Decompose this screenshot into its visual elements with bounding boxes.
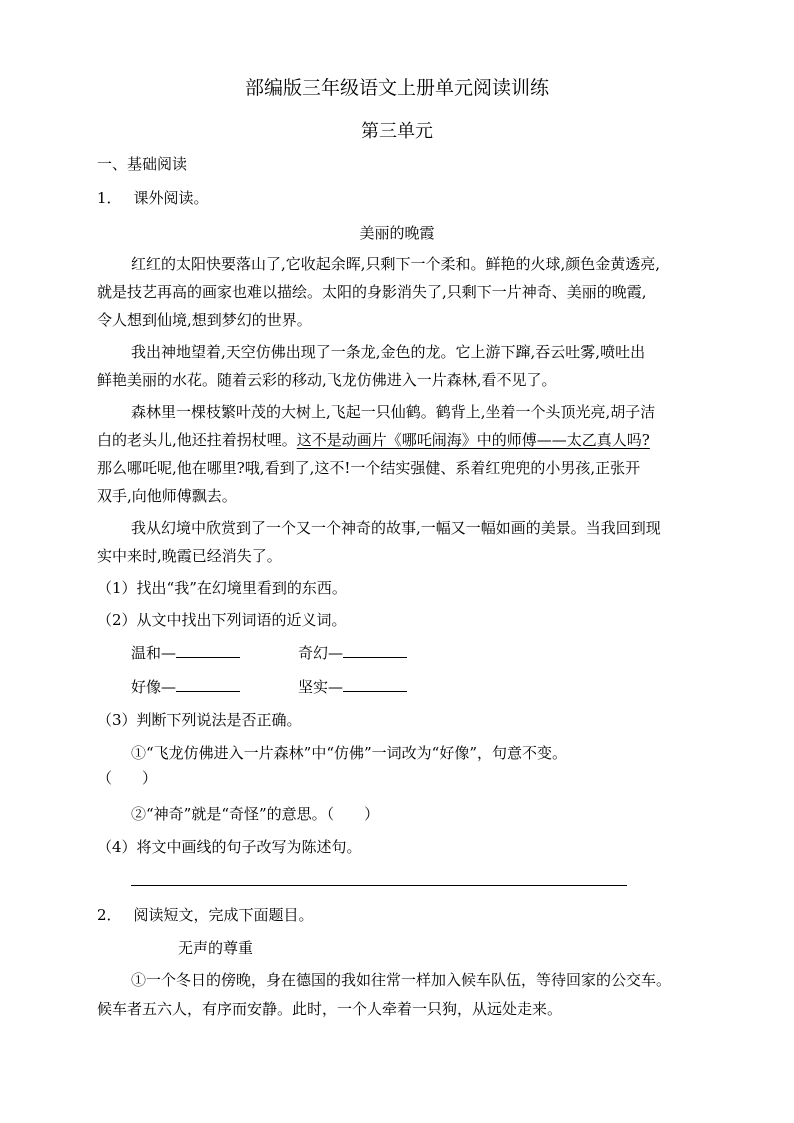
- synonym-word: 好像—: [131, 678, 177, 696]
- passage-line: 红红的太阳快要落山了,它收起余晖,只剩下一个柔和。鲜艳的火球,颜色金黄透亮,: [131, 255, 661, 273]
- sub-question-1: （1）找出“我”在幻境里看到的东西。: [97, 579, 347, 597]
- question-number: 2．: [97, 906, 122, 924]
- underlined-sentence: 这不是动画片《哪吒闹海》中的师傅——太乙真人吗?: [296, 431, 650, 449]
- question-1: [97, 188, 209, 208]
- passage-title: 美丽的晚霞: [359, 224, 435, 242]
- synonym-word: 坚实—: [298, 678, 344, 696]
- passage-line: 那么哪吒呢,他在哪里?哦,看到了,这不!一个结实强健、系着红兜兜的小男孩,正张开: [97, 459, 641, 477]
- answer-blank[interactable]: [343, 643, 407, 658]
- answer-blank[interactable]: [343, 677, 407, 692]
- synonym-word: 温和—: [131, 644, 177, 662]
- judgement-bracket[interactable]: （ ）: [97, 769, 158, 787]
- passage-line: 就是技艺再高的画家也难以描绘。太阳的身影消失了,只剩下一片神奇、美丽的晚霞,: [97, 283, 647, 301]
- question-2: [97, 905, 314, 925]
- judgement-item-2[interactable]: ②“神奇”就是“奇怪”的意思。（ ）: [131, 805, 380, 823]
- section-heading: 一、基础阅读: [97, 155, 188, 173]
- synonym-item: [298, 677, 407, 697]
- question-number: 1．: [97, 189, 122, 207]
- sub-question-2: （2）从文中找出下列词语的近义词。: [97, 611, 347, 629]
- passage-line: 我出神地望着,天空仿佛出现了一条龙,金色的龙。它上游下蹿,吞云吐雾,喷吐出: [131, 343, 646, 361]
- passage-line: 令人想到仙境,想到梦幻的世界。: [97, 311, 312, 329]
- document-title: 部编版三年级语文上册单元阅读训练: [244, 77, 549, 99]
- synonym-item: [131, 677, 240, 697]
- question-text: 课外阅读。: [133, 189, 209, 207]
- passage-line: 鲜艳美丽的水花。随着云彩的移动,飞龙仿佛进入一片森林,看不见了。: [97, 371, 557, 389]
- passage-text: 白的老头儿,他还拄着拐杖哩。: [97, 431, 297, 449]
- answer-line[interactable]: [131, 885, 627, 886]
- answer-blank[interactable]: [176, 677, 240, 692]
- passage-line: 实中来时,晚霞已经消失了。: [97, 547, 282, 565]
- passage-line: 双手,向他师傅飘去。: [97, 487, 237, 505]
- passage-title: 无声的尊重: [178, 939, 254, 957]
- passage-line: 我从幻境中欣赏到了一个又一个神奇的故事,一幅又一幅如画的美景。当我回到现: [131, 519, 661, 537]
- synonym-item: [298, 643, 407, 663]
- synonym-word: 奇幻—: [298, 644, 344, 662]
- sub-question-4: （4）将文中画线的句子改写为陈述句。: [97, 838, 362, 856]
- judgement-item-1: ①“飞龙仿佛进入一片森林”中“仿佛”一词改为“好像”，句意不变。: [131, 744, 568, 762]
- passage-line: 森林里一棵枝繁叶茂的大树上,飞起一只仙鹤。鹤背上,坐着一个头顶光亮,胡子洁: [131, 403, 656, 421]
- question-text: 阅读短文，完成下面题目。: [133, 906, 314, 924]
- passage-line: ①一个冬日的傍晚，身在德国的我如往常一样加入候车队伍，等待回家的公交车。: [131, 971, 672, 989]
- passage-line: [97, 430, 650, 450]
- passage-line: 候车者五六人，有序而安静。此时，一个人牵着一只狗，从远处走来。: [97, 1000, 563, 1018]
- answer-blank[interactable]: [176, 643, 240, 658]
- synonym-item: [131, 643, 240, 663]
- sub-question-3: （3）判断下列说法是否正确。: [97, 711, 302, 729]
- unit-title: 第三单元: [361, 121, 433, 142]
